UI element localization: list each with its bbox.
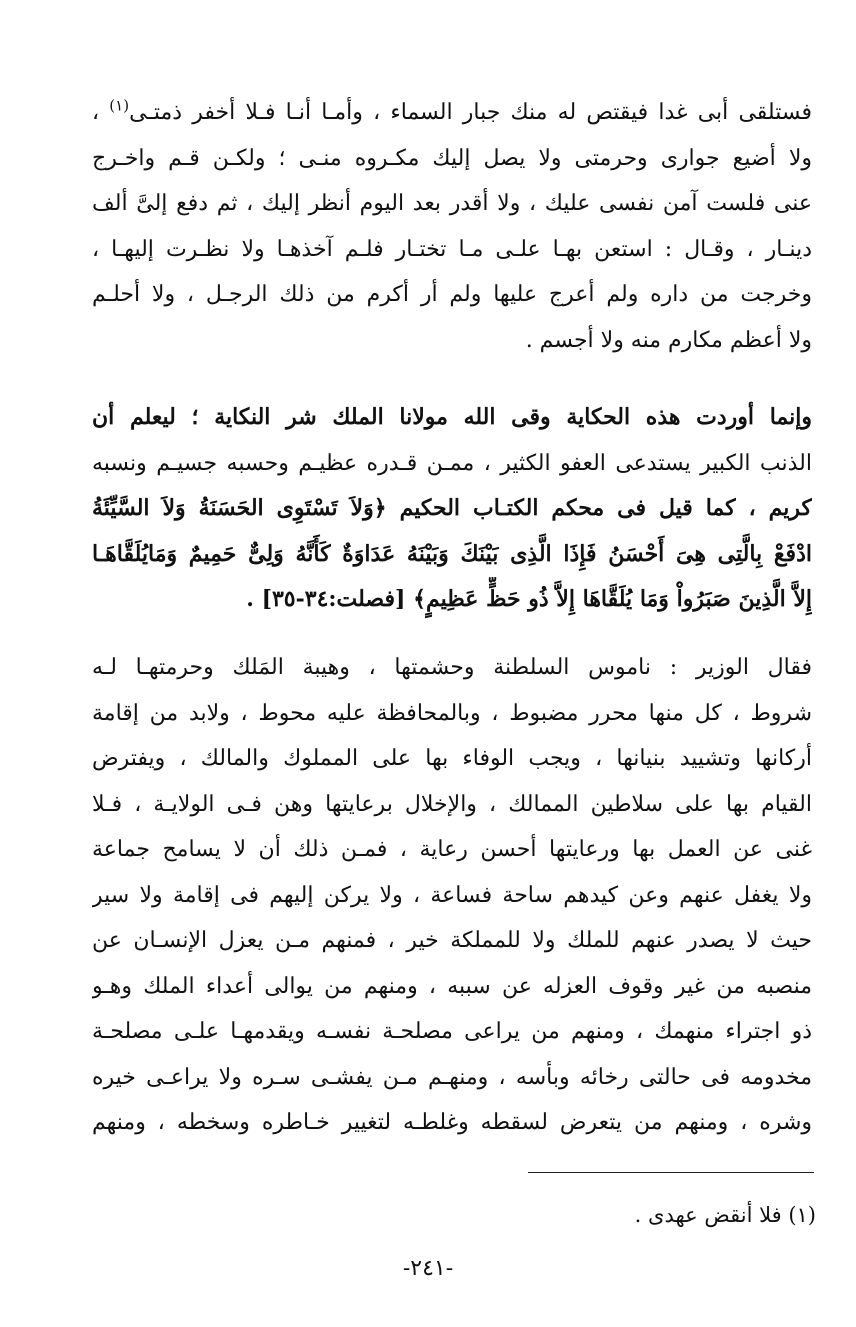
paragraph-line: مخدومه فى حالتى رخائه وبأسه ، ومنهـم مـن يفشـى سـره ولا يراعـى خيره xyxy=(92,1064,812,1090)
paragraph-line: شروط ، كل منها محرر مضبوط ، وبالمحافظة عليه محوط ، ولابد من إقامة xyxy=(92,700,812,726)
paragraph-line: حيث لا يصدر عنهم للملك ولا للمملكة خير ، فمنهم مـن يعزل الإنسـان عن xyxy=(92,928,812,953)
quran-verse-line: إِلاَّ الَّذِينَ صَبَرُواْ وَمَا يُلَقَّاهَا إِلاَّ ذُو حَظٍّ عَظِيمٍ﴾ [فصلت:٣٤-٣٥] . xyxy=(246,586,812,612)
quran-verse-line: كريم ، كما قيل فى محكم الكتـاب الحكيم ﴿وَلاَ تَسْتَوِى الحَسَنَةُ وَلاَ السَّيِّئَةُ xyxy=(92,495,812,521)
paragraph-line: منصبه من غير وقوف العزله عن سببه ، ومنهم من يوالى أعداء الملك وهـو xyxy=(92,973,812,999)
paragraph-1 xyxy=(92,90,812,363)
paragraph-line: الذنب الكبير يستدعى العفو الكثير ، ممـن قـدره عظيـم وحسبه جسيـم ونسبه xyxy=(92,450,812,476)
paragraph-line: ذو اجتراء منهمك ، ومنهم من يراعى مصلحـة نفسـه ويقدمهـا علـى مصلحـة xyxy=(92,1019,812,1044)
paragraph-line: ولا أعظم مكارم منه ولا أجسم . xyxy=(525,327,812,353)
footnote-reference: (١) xyxy=(109,96,130,115)
paragraph-2 xyxy=(92,395,812,623)
paragraph-line: فقال الوزير : ناموس السلطنة وحشمتها ، وهيبة المَلك وحرمتهـا لـه xyxy=(92,655,812,680)
page-number: -٢٤١- xyxy=(402,1256,454,1281)
paragraph-line: غنى عن العمل بها ورعايتها أحسن رعاية ، فمـن ذلك أن لا يسامح جماعة xyxy=(92,837,812,862)
paragraph-line: وخرجت من داره ولم أعرج عليها ولم أر أكرم من ذلك الرجـل ، ولا أحلـم xyxy=(92,282,812,307)
paragraph-line: ولا يغفل عنهم وعن كيدهم ساحة فساعة ، ولا يركن إليهم فى إقامة ولا سير xyxy=(92,882,812,908)
paragraph-line: أركانها وتشييد بنيانها ، ويجب الوفاء بها على المملوك والمالك ، ويفترض xyxy=(92,746,812,771)
paragraph-line: وشره ، ومنهم من يتعرض لسقطه وغلطـه لتغيير خـاطره وسخطه ، ومنهم xyxy=(92,1110,812,1135)
line-text: فستلقى أبى غدا فيقتص له منك جبار السماء ، وأمـا أنـا فـلا أخفر ذمتـى xyxy=(129,100,812,125)
paragraph-line xyxy=(92,90,812,136)
paragraph-line: عنى فلست آمن نفسى عليك ، ولا أقدر بعد اليوم أنظر إليك ، ثم دفع إلىَّ ألف xyxy=(92,191,812,216)
footnote-separator xyxy=(528,1172,814,1173)
quran-verse-line: ادْفَعْ بِالَّتِى هِىَ أَحْسَنُ فَإِذَا الَّذِى بَيْنَكَ وَبَيْنَهُ عَدَاوَةٌ كَأَنَّهُ وَلِىٌّ حَمِيمٌ وَمَايُلَقَّاهَـا xyxy=(92,540,812,567)
paragraph-line: وإنما أوردت هذه الحكاية وقى الله مولانا الملك شر النكاية ؛ ليعلم أن xyxy=(92,404,812,430)
footnote: (١) فلا أنقض عهدى . xyxy=(634,1203,816,1227)
paragraph-line: القيام بها على سلاطين الممالك ، والإخلال برعايتها وهن فـى الولايـة ، فـلا xyxy=(92,791,812,817)
paragraph-line: ولا أضيع جوارى وحرمتى ولا يصل إليك مكـروه منـى ؛ ولكـن قـم واخـرج xyxy=(92,145,812,171)
punctuation: ، xyxy=(92,100,100,125)
paragraph-line: دينـار ، وقـال : استعن بهـا علـى مـا تختـار فلـم آخذهـا ولا نظـرت إليهـا ، xyxy=(92,236,812,262)
paragraph-3 xyxy=(92,645,812,1146)
